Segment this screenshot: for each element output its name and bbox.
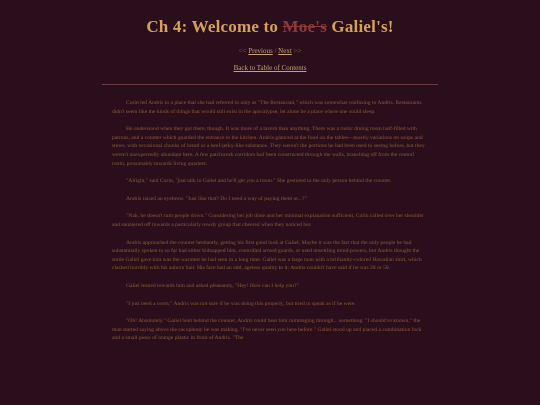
- previous-link[interactable]: Previous: [248, 47, 273, 55]
- title-prefix: Ch 4: Welcome to: [146, 17, 283, 36]
- title-struck-word: Moe's: [282, 17, 327, 36]
- title-suffix: Galiel's!: [326, 17, 394, 36]
- story-paragraph: "Nah, he doesn't turn people down." Considering her job done and her minimal explanation sufficient, Corin called over her shoulder and sauntered off towards a particularly rowdy group that cheered when they noticed her.: [112, 213, 424, 228]
- story-body: [112, 99, 428, 343]
- story-paragraph: "Oh! Absolutely." Galiel bent behind the counter. Andris could hear him rummaging through... something. "I should've known," the man started saying above the cacophony he was making. "I've never seen you here before." Galiel stood up and placed a combination lock and a small piece of orange plastic in front of Andris. "The: [112, 318, 422, 342]
- chapter-title: [0, 16, 540, 38]
- nav-left-arrows: <<: [238, 47, 247, 55]
- nav-separator: /: [274, 47, 277, 55]
- chapter-nav: [0, 46, 540, 56]
- story-paragraph: Andris approached the counter hesitantly, getting his first good look at Galiel. Maybe it was the fact that the only people he had substantially spoken to so far had either kidnapped him, controlled armed guards, or used unsettling mind-powers, but Andris thought the smile Galiel gave him was the warmest he had seen in a long time. Galiel was a large man with a brilliantly-colored Hawaiian shirt, which clashed horribly with his auburn hair. His face had an odd, ageless quality to it; Andris couldn't have said if he was 20 or 50.: [112, 239, 422, 272]
- story-paragraph: "Alright," said Corin, "just talk to Galiel and he'll get you a room." She gestured to the only person behind the counter.: [126, 178, 392, 185]
- next-link[interactable]: Next: [278, 47, 292, 55]
- story-paragraph: He understood when they got there, though. It was more of a tavern than anything. There was a rustic dining room half-filled with patrons, and a counter which guarded the entrance to the kitchen. Andris glanced at the food on the tables—mostly variations on soups and stews, with occasional chunks of bread or a beef-jerky-like substance. They weren't the portions he had been used to seeing before, but they weren't unexpectedly abundant here. A few patchwork corridors had been constructed through the walls, branching off from the central room, presumably towards living quarters.: [112, 126, 425, 167]
- nav-right-arrows: >>: [293, 47, 302, 55]
- story-paragraph: "I just need a room." Andris was not sure if he was doing this properly, but tried to speak as if he were.: [126, 300, 356, 307]
- story-paragraph: Corin led Andris to a place that she had referred to only as "The Restaurant," which was somewhat confusing to Andris. Restaurants didn't seem like the kinds of things that would still exist in the apocalypse, let alone be a place where one could sleep.: [112, 100, 422, 115]
- story-paragraph: Galiel leaned towards him and asked pleasantly, "Hey! How can I help you?": [126, 282, 299, 289]
- toc-nav: [0, 63, 540, 73]
- toc-link[interactable]: Back to Table of Contents: [233, 64, 307, 72]
- header-divider: [102, 84, 438, 85]
- story-paragraph: Andris raised an eyebrow. "Just like that? Do I need a way of paying them or...?": [126, 195, 307, 202]
